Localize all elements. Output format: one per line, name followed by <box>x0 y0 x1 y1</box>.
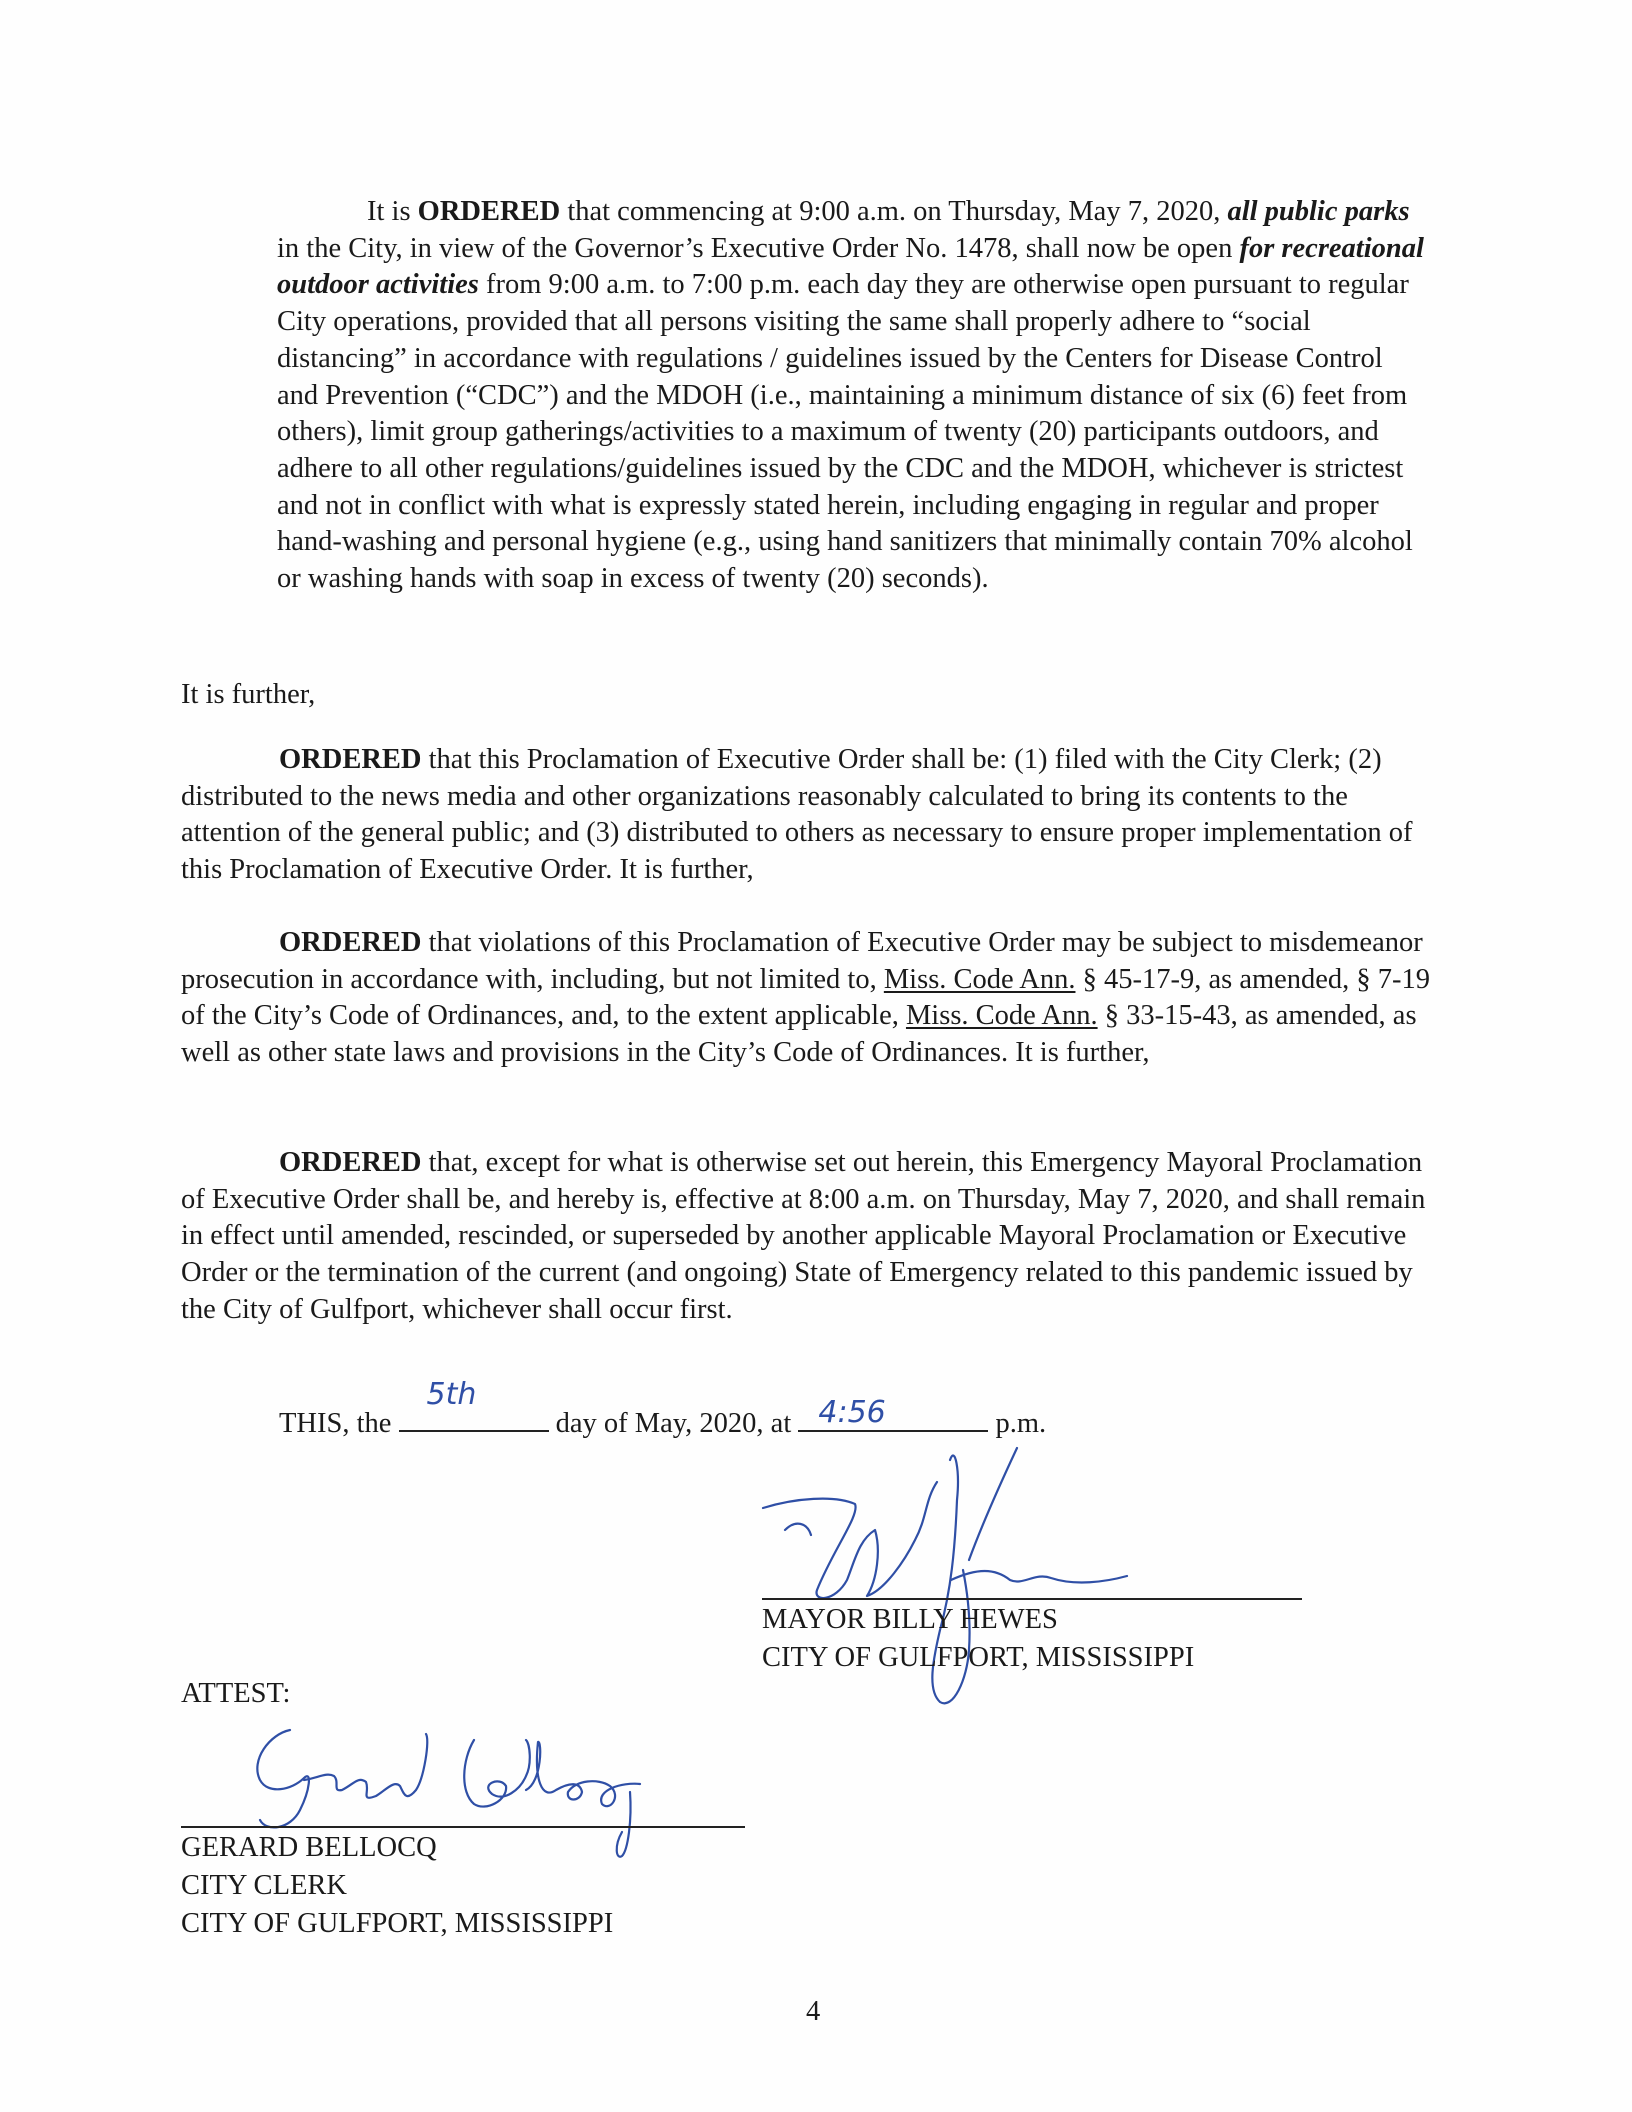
text-run: that violations of this Proclamation of Executive Order may be subject to misdemeanor prosecution in accordance with, including, but not limited to, <box>181 927 1423 995</box>
handwritten-day: 5th <box>426 1377 477 1412</box>
time-blank <box>798 1395 988 1432</box>
emphasis-public-parks: all public parks <box>1227 196 1410 227</box>
code-citation: Miss. Code Ann. <box>883 963 1076 995</box>
mayor-name: MAYOR BILLY HEWES <box>762 1604 1058 1635</box>
text-run: § 33-15-43, as amended, as well as other state laws and provisions in the City’s Code of Ordinances. It is further, <box>181 1000 1417 1069</box>
ordered-parks-paragraph <box>277 194 1427 598</box>
clerk-city: CITY OF GULFPORT, MISSISSIPPI <box>181 1908 614 1939</box>
text-run: p.m. <box>988 1408 1047 1439</box>
page-number: 4 <box>806 1996 821 2027</box>
clerk-name: GERARD BELLOCQ <box>181 1832 437 1863</box>
text-run: that this Proclamation of Executive Order shall be: (1) filed with the City Clerk; (2) distributed to the news media and other organizations reasonably calculated to bring its contents to the attention of the general public; and (3) distributed to others as necessary to ensure proper implementation of this Proclamation of Executive Order. It is further, <box>181 744 1413 886</box>
text-run: from 9:00 a.m. to 7:00 p.m. each day they are otherwise open pursuant to regular City operations, provided that all persons visiting the same shall properly adhere to “social distancing” in accordance with regulations / guidelines issued by the Centers for Disease Control and Prevention (“CDC”) and the MDOH (i.e., maintaining a minimum distance of six (6) feet from others), limit group gatherings/activities to a maximum of twenty (20) participants outdoors, and adhere to all other regulations/guidelines issued by the CDC and the MDOH, whichever is strictest and not in conflict with what is expressly stated herein, including engaging in regular and proper hand-washing and personal hygiene (e.g., using hand sanitizers that minimally contain 70% alcohol or washing hands with soap in excess of twenty (20) seconds). <box>277 269 1413 595</box>
mayor-title: CITY OF GULFPORT, MISSISSIPPI <box>762 1642 1195 1673</box>
clerk-title: CITY CLERK <box>181 1870 347 1901</box>
text-run: § 45-17-9, as amended, § 7-19 of the City’s Code of Ordinances, and, to the extent applicable, <box>181 963 1431 1032</box>
ordered-keyword: ORDERED <box>279 744 422 775</box>
it-is-further-line: It is further, <box>181 679 316 710</box>
text-run: THIS, the <box>279 1408 399 1439</box>
ordered-distribution-paragraph <box>181 742 1431 889</box>
text-run: in the City, in view of the Governor’s Executive Order No. 1478, shall now be open <box>277 232 1240 264</box>
text-run: It is <box>367 196 418 227</box>
text-run: that commencing at 9:00 a.m. on Thursday, May 7, 2020, <box>560 196 1228 227</box>
date-line <box>279 1377 1047 1443</box>
code-citation: Miss. Code Ann. <box>905 1000 1098 1032</box>
clerk-signature-line <box>181 1826 745 1828</box>
emphasis-recreational-activities: for recreational outdoor activities <box>277 232 1424 301</box>
ordered-keyword: ORDERED <box>279 927 422 958</box>
mayor-signature-line <box>762 1598 1302 1600</box>
mayor-signature-image <box>755 1440 1175 1730</box>
ordered-violations-paragraph <box>181 925 1431 1072</box>
attest-label: ATTEST: <box>181 1678 291 1709</box>
day-blank <box>399 1377 549 1432</box>
handwritten-time: 4:56 <box>818 1395 886 1430</box>
ordered-effective-paragraph <box>181 1145 1441 1329</box>
text-run: day of May, 2020, at <box>548 1408 799 1439</box>
text-run: that, except for what is otherwise set out herein, this Emergency Mayoral Proclamation of Executive Order shall be, and hereby is, effective at 8:00 a.m. on Thursday, May 7, 2020, and shall remain in effect until amended, rescinded, or superseded by another applicable Mayoral Proclamation or Executive Order or the termination of the current (and ongoing) State of Emergency related to this pandemic issued by the City of Gulfport, whichever shall occur first. <box>181 1147 1426 1325</box>
ordered-keyword: ORDERED <box>417 196 561 227</box>
ordered-keyword: ORDERED <box>279 1147 422 1178</box>
